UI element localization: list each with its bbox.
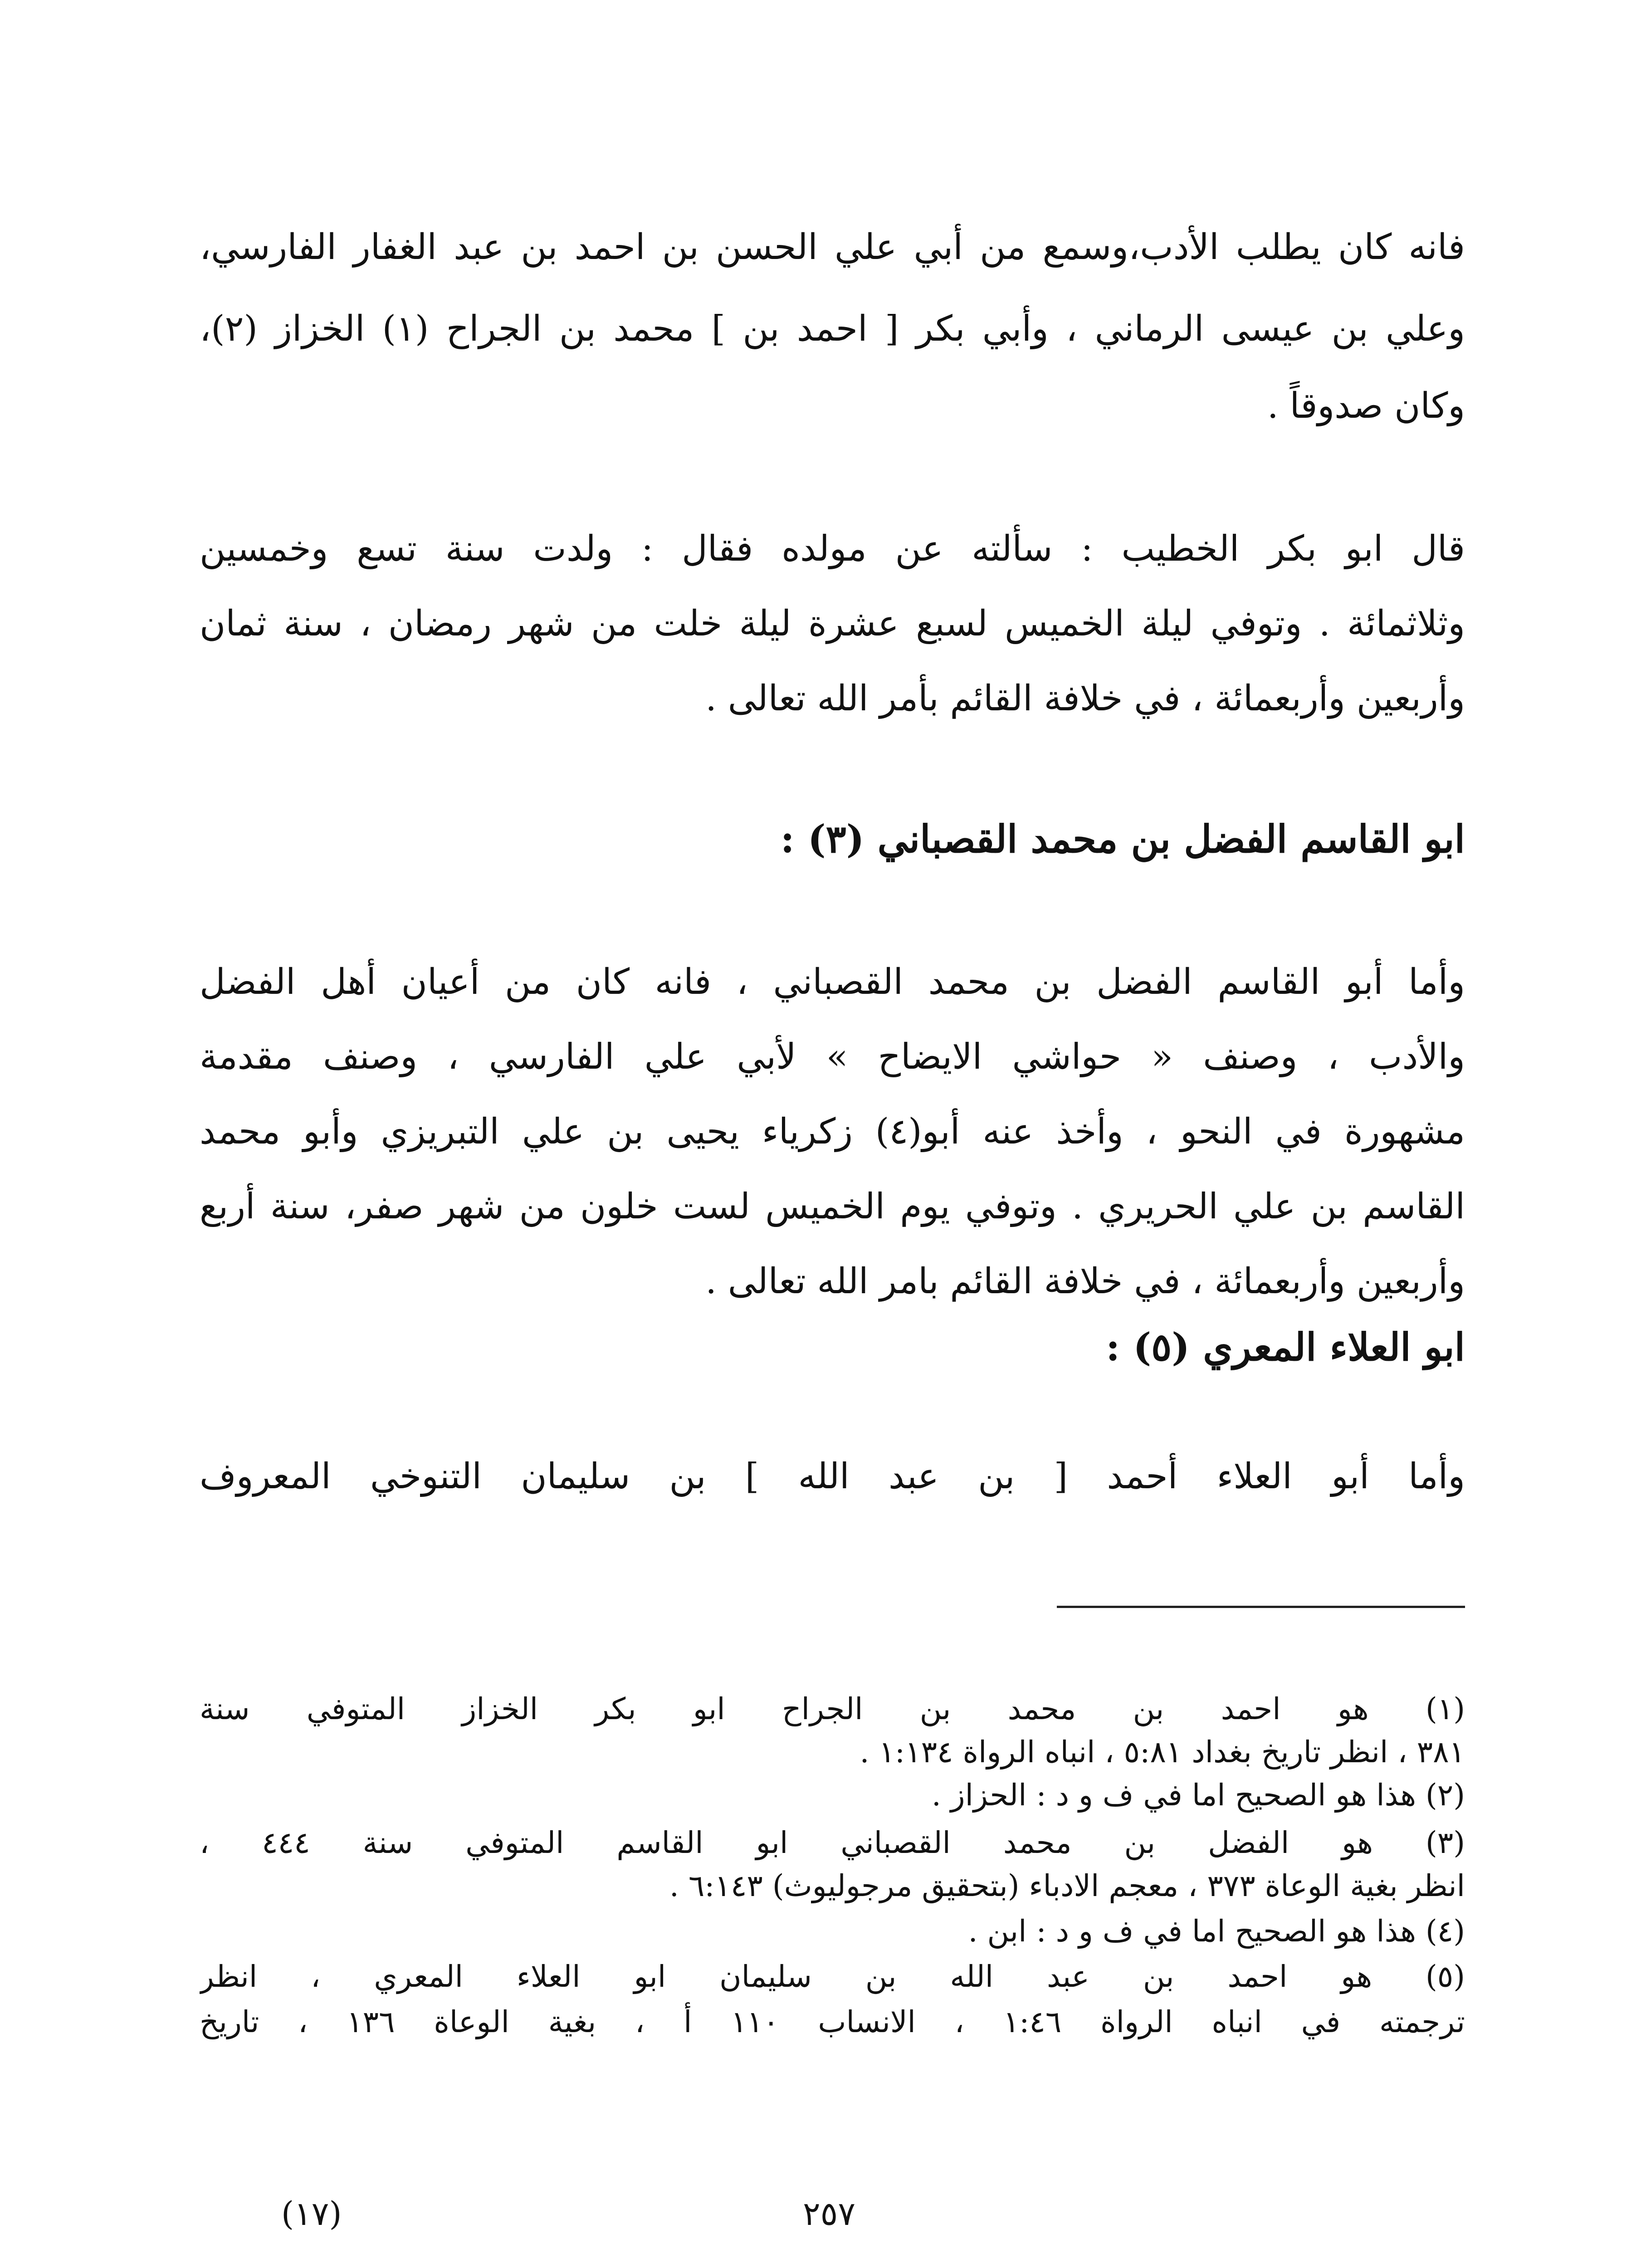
paragraph-3-line-3: مشهورة في النحو ، وأخذ عنه أبو(٤) زكرياء يحيى بن علي التبريزي وأبو محمد [200,1111,1465,1152]
footnote-line: ٣٨١ ، انظر تاريخ بغداد ٥:٨١ ، انباه الرواة ١:١٣٤ . [860,1735,1465,1769]
footnote-line: انظر بغية الوعاة ٣٧٣ ، معجم الادباء (بتحقيق مرجوليوث) ٦:١٤٣ . [669,1868,1465,1903]
paragraph-4-line-1: وأما أبو العلاء أحمد [ بن عبد الله ] بن سليمان التنوخي المعروف [200,1456,1465,1497]
signature-mark: (١٧) [281,2195,342,2233]
paragraph-1-line-1: فانه كان يطلب الأدب،وسمع من أبي علي الحسن بن احمد بن عبد الغفار الفارسي، [200,227,1465,268]
section-heading-maarri: ابو العلاء المعري (٥) : [1106,1325,1465,1369]
paragraph-1-line-3: وكان صدوقاً . [1267,386,1465,426]
section-heading-qasabani: ابو القاسم الفضل بن محمد القصباني (٣) : [780,816,1465,861]
paragraph-3-line-2: والأدب ، وصنف « حواشي الايضاح » لأبي علي الفارسي ، وصنف مقدمة [200,1036,1465,1077]
paragraph-2-line-2: وثلاثمائة . وتوفي ليلة الخميس لسبع عشرة ليلة خلت من شهر رمضان ، سنة ثمان [200,603,1465,644]
paragraph-2-line-3: وأربعين وأربعمائة ، في خلافة القائم بأمر الله تعالى . [705,678,1465,719]
footnote-line: (٣) هو الفضل بن محمد القصباني ابو القاسم المتوفي سنة ٤٤٤ ، [200,1825,1465,1860]
paragraph-3-line-4: القاسم بن علي الحريري . وتوفي يوم الخميس لست خلون من شهر صفر، سنة أربع [200,1186,1465,1227]
paragraph-3-line-5: وأربعين وأربعمائة ، في خلافة القائم بامر الله تعالى . [705,1261,1465,1302]
footnote-line: ترجمته في انباه الرواة ١:٤٦ ، الانساب ١١٠ أ ، بغية الوعاة ١٣٦ ، تاريخ [200,2004,1465,2039]
footnote-line: (٢) هذا هو الصحيح اما في ف و د : الحزاز . [931,1778,1465,1813]
footnote-line: (٥) هو احمد بن عبد الله بن سليمان ابو العلاء المعري ، انظر [200,1959,1465,1994]
paragraph-3-line-1: وأما أبو القاسم الفضل بن محمد القصباني ، فانه كان من أعيان أهل الفضل [200,962,1465,1002]
footnote-line: (١) هو احمد بن محمد بن الجراح ابو بكر الخزاز المتوفي سنة [200,1691,1465,1726]
paragraph-2-line-1: قال ابو بكر الخطيب : سألته عن مولده فقال : ولدت سنة تسع وخمسين [200,528,1465,569]
footnote-separator [1057,1606,1465,1608]
page-number: ٢٥٧ [803,2195,856,2233]
paragraph-1-line-2: وعلي بن عيسى الرماني ، وأبي بكر [ احمد بن ] محمد بن الجراح (١) الخزاز (٢)، [200,308,1465,349]
footnote-line: (٤) هذا هو الصحيح اما في ف و د : ابن . [968,1914,1465,1949]
